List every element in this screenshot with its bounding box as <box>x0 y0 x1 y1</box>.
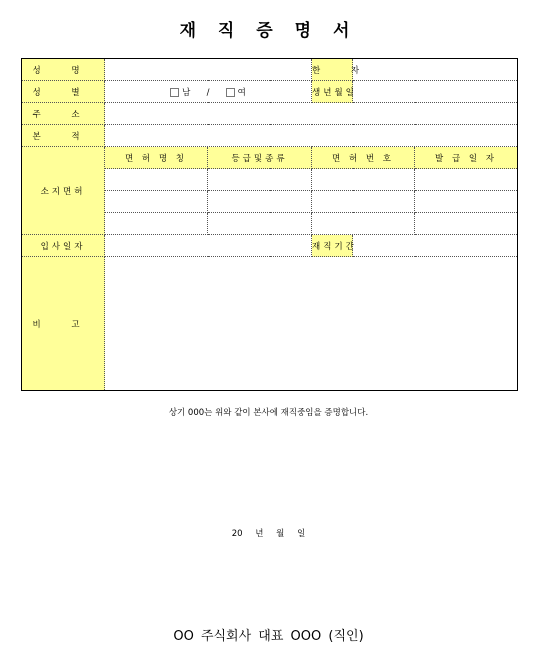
address-label: 주 소 <box>22 103 105 125</box>
license-cell[interactable] <box>312 213 415 235</box>
license-cell[interactable] <box>105 169 208 191</box>
male-checkbox[interactable] <box>170 88 179 97</box>
name-label: 성 명 <box>22 59 105 81</box>
hire-date-label: 입사일자 <box>22 235 105 257</box>
license-header-name: 면 허 명 칭 <box>105 147 208 169</box>
tenure-label: 재직기간 <box>312 235 353 257</box>
tenure-field[interactable] <box>353 235 518 257</box>
license-cell[interactable] <box>105 213 208 235</box>
female-checkbox[interactable] <box>226 88 235 97</box>
license-header-grade: 등급및종류 <box>208 147 312 169</box>
company-signature: OO 주식회사 대표 OOO (직인) <box>173 629 364 644</box>
license-cell[interactable] <box>208 169 312 191</box>
license-cell[interactable] <box>415 169 518 191</box>
license-cell[interactable] <box>312 169 415 191</box>
gender-label: 성 별 <box>22 81 105 103</box>
hanja-field[interactable] <box>353 59 518 81</box>
female-option-label: 여 <box>237 87 246 98</box>
date-line: 20 년 월 일 <box>231 529 306 539</box>
license-cell[interactable] <box>105 191 208 213</box>
remarks-field[interactable] <box>105 257 518 391</box>
birthdate-field[interactable] <box>353 81 518 103</box>
male-option-label: 남 <box>182 87 191 98</box>
hanja-label: 한 자 <box>312 59 353 81</box>
address-field[interactable] <box>105 103 518 125</box>
license-cell[interactable] <box>312 191 415 213</box>
domicile-field[interactable] <box>105 125 518 147</box>
certification-statement: 상기 000는 위와 같이 본사에 재직중임을 증명합니다. <box>168 408 369 418</box>
license-cell[interactable] <box>208 213 312 235</box>
license-cell[interactable] <box>415 213 518 235</box>
hire-date-field[interactable] <box>105 235 312 257</box>
license-header-number: 면 허 번 호 <box>312 147 415 169</box>
remarks-label: 비 고 <box>22 257 105 391</box>
license-cell[interactable] <box>208 191 312 213</box>
name-field[interactable] <box>105 59 312 81</box>
gender-separator: / <box>206 87 210 98</box>
license-cell[interactable] <box>415 191 518 213</box>
licenses-label: 소지면허 <box>22 147 105 235</box>
domicile-label: 본 적 <box>22 125 105 147</box>
employment-certificate-form <box>21 58 518 391</box>
gender-field <box>105 81 312 103</box>
document-title: 재 직 증 명 서 <box>179 21 358 41</box>
license-header-issue-date: 발 급 일 자 <box>415 147 518 169</box>
birthdate-label: 생년월일 <box>312 81 353 103</box>
